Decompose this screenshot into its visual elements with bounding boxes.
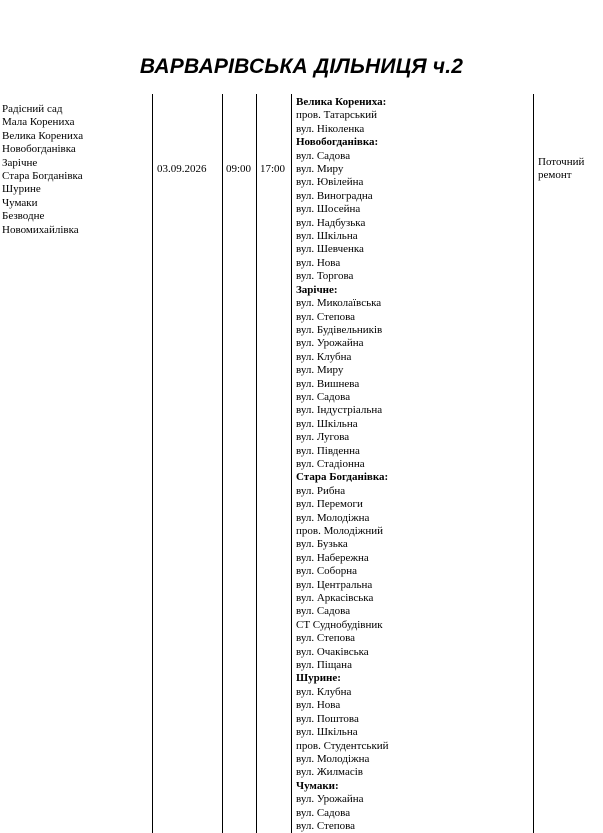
street-item: вул. Урожайна <box>296 793 364 806</box>
streets-cell <box>296 96 389 833</box>
street-item: вул. Аркасівська <box>296 592 374 605</box>
street-item: вул. Шосейна <box>296 203 361 216</box>
street-item: вул. Миколаївська <box>296 297 382 310</box>
street-item: вул. Садова <box>296 605 351 618</box>
table-border-3 <box>256 94 257 833</box>
street-item: вул. Шкільна <box>296 230 358 243</box>
street-item: пров. Студентський <box>296 739 389 752</box>
street-group-header: Шурине: <box>296 672 341 685</box>
street-group-header: Велика Корениха: <box>296 96 387 108</box>
street-item: пров. Татарський <box>296 109 377 122</box>
street-item: вул. Очаківська <box>296 645 369 658</box>
street-item: вул. Вишнева <box>296 377 360 390</box>
street-item: вул. Виноградна <box>296 189 373 202</box>
settlement-item: Зарічне <box>2 156 38 169</box>
settlement-item: Шурине <box>2 183 41 196</box>
street-item: вул. Степова <box>296 819 356 832</box>
street-item: вул. Садова <box>296 149 351 162</box>
street-item: вул. Набережна <box>296 551 369 564</box>
street-item: вул. Ювілейна <box>296 176 364 189</box>
settlement-item: Велика Корениха <box>2 129 84 142</box>
street-item: вул. Садова <box>296 806 351 819</box>
table-border-4 <box>291 94 292 833</box>
work-type-line: ремонт <box>538 169 572 182</box>
settlements-cell <box>2 103 83 237</box>
work-type-cell <box>538 156 584 183</box>
street-group-header: Новобогданівка: <box>296 136 379 149</box>
end-time-cell: 17:00 <box>260 163 286 175</box>
street-item: вул. Клубна <box>296 350 352 363</box>
street-item: вул. Соборна <box>296 565 358 578</box>
table-border-2 <box>222 94 223 833</box>
street-item: вул. Нова <box>296 256 341 269</box>
settlement-item: Стара Богданівка <box>2 170 83 183</box>
settlement-item: Радісний сад <box>2 103 63 115</box>
street-item: вул. Миру <box>296 364 344 377</box>
street-item: вул. Садова <box>296 390 351 403</box>
street-group-header: Зарічне: <box>296 283 338 296</box>
table-border-1 <box>152 94 153 833</box>
street-group-header: Чумаки: <box>296 779 339 792</box>
street-item: СТ Суднобудівник <box>296 618 383 631</box>
street-item: вул. Надбузька <box>296 216 366 229</box>
street-item: вул. Поштова <box>296 712 359 725</box>
street-item: вул. Урожайна <box>296 337 364 350</box>
street-item: вул. Клубна <box>296 685 352 698</box>
table-border-5 <box>533 94 534 833</box>
street-item: вул. Центральна <box>296 578 373 591</box>
settlement-item: Новомихайлівка <box>2 223 79 236</box>
settlement-item: Новобогданівка <box>2 143 76 156</box>
street-item: вул. Бузька <box>296 538 348 551</box>
street-item: вул. Нова <box>296 699 341 712</box>
street-item: вул. Індустріальна <box>296 404 383 417</box>
settlement-item: Безводне <box>2 210 45 223</box>
street-group-header: Стара Богданівка: <box>296 471 389 484</box>
street-item: вул. Миру <box>296 163 344 176</box>
street-item: вул. Шкільна <box>296 726 358 739</box>
street-item: вул. Торгова <box>296 270 354 283</box>
street-item: вул. Південна <box>296 444 360 457</box>
street-item: вул. Лугова <box>296 431 350 444</box>
street-item: вул. Степова <box>296 310 356 323</box>
street-item: вул. Рибна <box>296 484 346 497</box>
page-title: ВАРВАРІВСЬКА ДІЛЬНИЦЯ ч.2 <box>139 55 464 78</box>
start-time-cell: 09:00 <box>226 163 252 175</box>
street-item: вул. Молодіжна <box>296 511 370 524</box>
street-item: вул. Будівельників <box>296 323 383 336</box>
street-item: вул. Стадіонна <box>296 457 365 470</box>
work-type-line: Поточний <box>538 156 585 168</box>
settlement-item: Мала Корениха <box>2 116 75 129</box>
street-item: вул. Перемоги <box>296 498 363 511</box>
street-item: вул. Шевченка <box>296 243 364 256</box>
street-item: вул. Піщана <box>296 659 352 672</box>
date-cell: 03.09.2026 <box>157 163 207 175</box>
street-item: вул. Молодіжна <box>296 752 370 765</box>
street-item: пров. Молодіжний <box>296 525 384 537</box>
street-item: вул. Степова <box>296 632 356 645</box>
street-item: вул. Ніколенка <box>296 122 365 135</box>
settlement-item: Чумаки <box>2 196 38 209</box>
street-item: вул. Жилмасів <box>296 766 363 779</box>
street-item: вул. Шкільна <box>296 417 358 430</box>
